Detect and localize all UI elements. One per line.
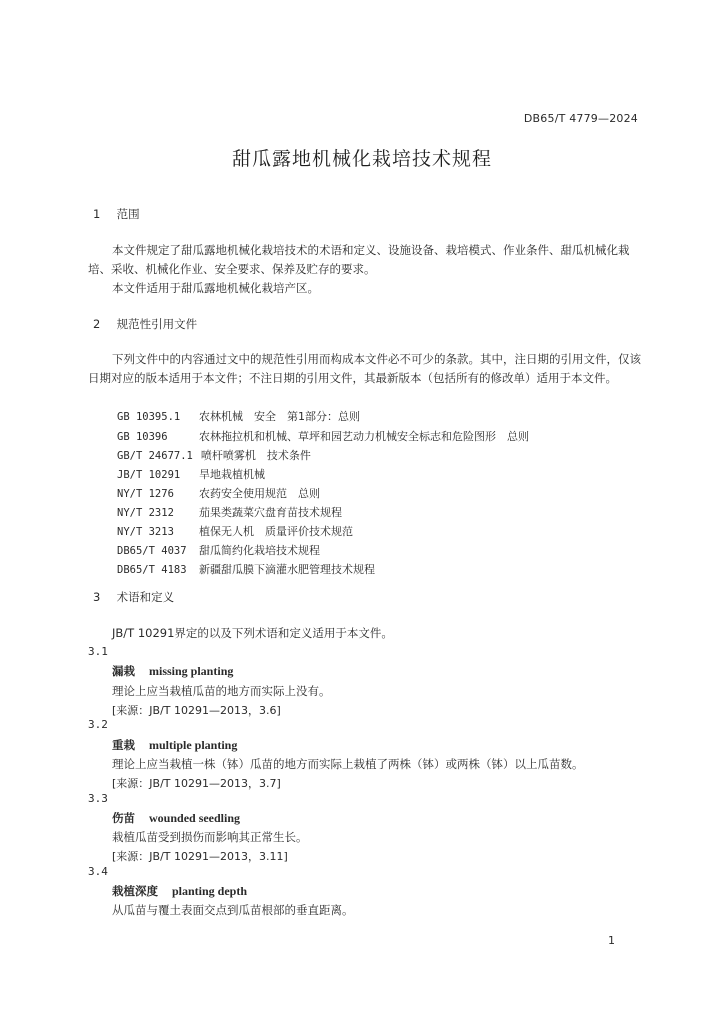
section-3-intro: JB/T 10291界定的以及下列术语和定义适用于本文件。 (112, 626, 393, 640)
term-definition: 栽植瓜苗受到损伤而影响其正常生长。 (112, 830, 308, 844)
term-number: 3.4 (88, 865, 108, 878)
reference-title: 植保无人机 质量评价技术规范 (199, 525, 353, 538)
section-title: 范围 (116, 207, 140, 221)
term-heading (112, 737, 237, 753)
reference-title: 茄果类蔬菜穴盘育苗技术规程 (199, 506, 342, 519)
reference-item (117, 447, 311, 463)
term-chinese: 栽植深度 (112, 884, 158, 898)
section-2-paragraph: 下列文件中的内容通过文中的规范性引用而构成本文件必不可少的条款。其中，注日期的引用文件，仅该日期对应的版本适用于本文件；不注日期的引用文件，其最新版本（包括所有的修改单）适用于本文件。 (88, 352, 641, 385)
section-number: 2 (93, 317, 101, 331)
section-number: 3 (93, 590, 101, 604)
term-number: 3.3 (88, 792, 108, 805)
reference-title: 农药安全使用规范 总则 (199, 487, 320, 500)
term-chinese: 重栽 (112, 738, 135, 752)
reference-code: NY/T 2312 (117, 507, 174, 519)
term-definition: 理论上应当栽植瓜苗的地方而实际上没有。 (112, 684, 331, 698)
term-chinese: 伤苗 (112, 811, 135, 825)
section-1-heading (93, 206, 140, 222)
reference-title: 旱地栽植机械 (199, 468, 265, 481)
section-title: 术语和定义 (116, 590, 175, 604)
term-source: [来源：JB/T 10291—2013，3.7] (112, 777, 281, 790)
term-source: [来源：JB/T 10291—2013，3.11] (112, 850, 288, 863)
reference-item (117, 542, 320, 558)
reference-code: DB65/T 4037 (117, 545, 187, 557)
term-source: [来源：JB/T 10291—2013，3.6] (112, 704, 281, 717)
term-heading (112, 663, 233, 679)
term-number: 3.1 (88, 645, 108, 658)
term-english: wounded seedling (149, 811, 241, 825)
reference-title: 农林拖拉机和机械、草坪和园艺动力机械安全标志和危险图形 总则 (199, 430, 529, 443)
term-definition: 理论上应当栽植一株（钵）瓜苗的地方而实际上栽植了两株（钵）或两株（钵）以上瓜苗数。 (112, 757, 584, 771)
term-english: planting depth (172, 884, 248, 898)
reference-title: 喷杆喷雾机 技术条件 (200, 449, 311, 462)
page-number: 1 (608, 934, 615, 947)
reference-item (117, 428, 529, 444)
reference-code: NY/T 1276 (117, 488, 174, 500)
term-heading (112, 883, 247, 899)
term-english: missing planting (149, 664, 234, 678)
standard-code: DB65/T 4779—2024 (523, 112, 638, 125)
section-1-paragraph-1: 本文件规定了甜瓜露地机械化栽培技术的术语和定义、设施设备、栽培模式、作业条件、甜瓜机械化栽培、采收、机械化作业、安全要求、保养及贮存的要求。 (88, 243, 630, 276)
term-heading (112, 810, 240, 826)
term-english: multiple planting (149, 738, 238, 752)
reference-code: DB65/T 4183 (117, 564, 187, 576)
section-2-heading (93, 316, 197, 332)
term-number: 3.2 (88, 718, 108, 731)
document-title: 甜瓜露地机械化栽培技术规程 (231, 148, 492, 170)
reference-code: NY/T 3213 (117, 526, 174, 538)
reference-title: 农林机械 安全 第1部分：总则 (199, 410, 360, 423)
section-number: 1 (93, 207, 101, 221)
reference-item (117, 523, 353, 539)
section-1-paragraph-2: 本文件适用于甜瓜露地机械化栽培产区。 (112, 281, 319, 295)
reference-title: 甜瓜简约化栽培技术规程 (199, 544, 320, 557)
reference-code: GB/T 24677.1 (117, 450, 193, 462)
reference-item (117, 561, 375, 577)
reference-item (117, 408, 360, 424)
section-title: 规范性引用文件 (116, 317, 198, 331)
reference-item (117, 485, 320, 501)
reference-item (117, 504, 342, 520)
term-chinese: 漏栽 (112, 664, 135, 678)
reference-code: JB/T 10291 (117, 469, 181, 481)
reference-code: GB 10395.1 (117, 411, 181, 423)
term-definition: 从瓜苗与覆土表面交点到瓜苗根部的垂直距离。 (112, 903, 354, 917)
section-3-heading (93, 589, 174, 605)
reference-item (117, 466, 265, 482)
reference-title: 新疆甜瓜膜下滴灌水肥管理技术规程 (199, 563, 375, 576)
reference-code: GB 10396 (117, 431, 168, 443)
